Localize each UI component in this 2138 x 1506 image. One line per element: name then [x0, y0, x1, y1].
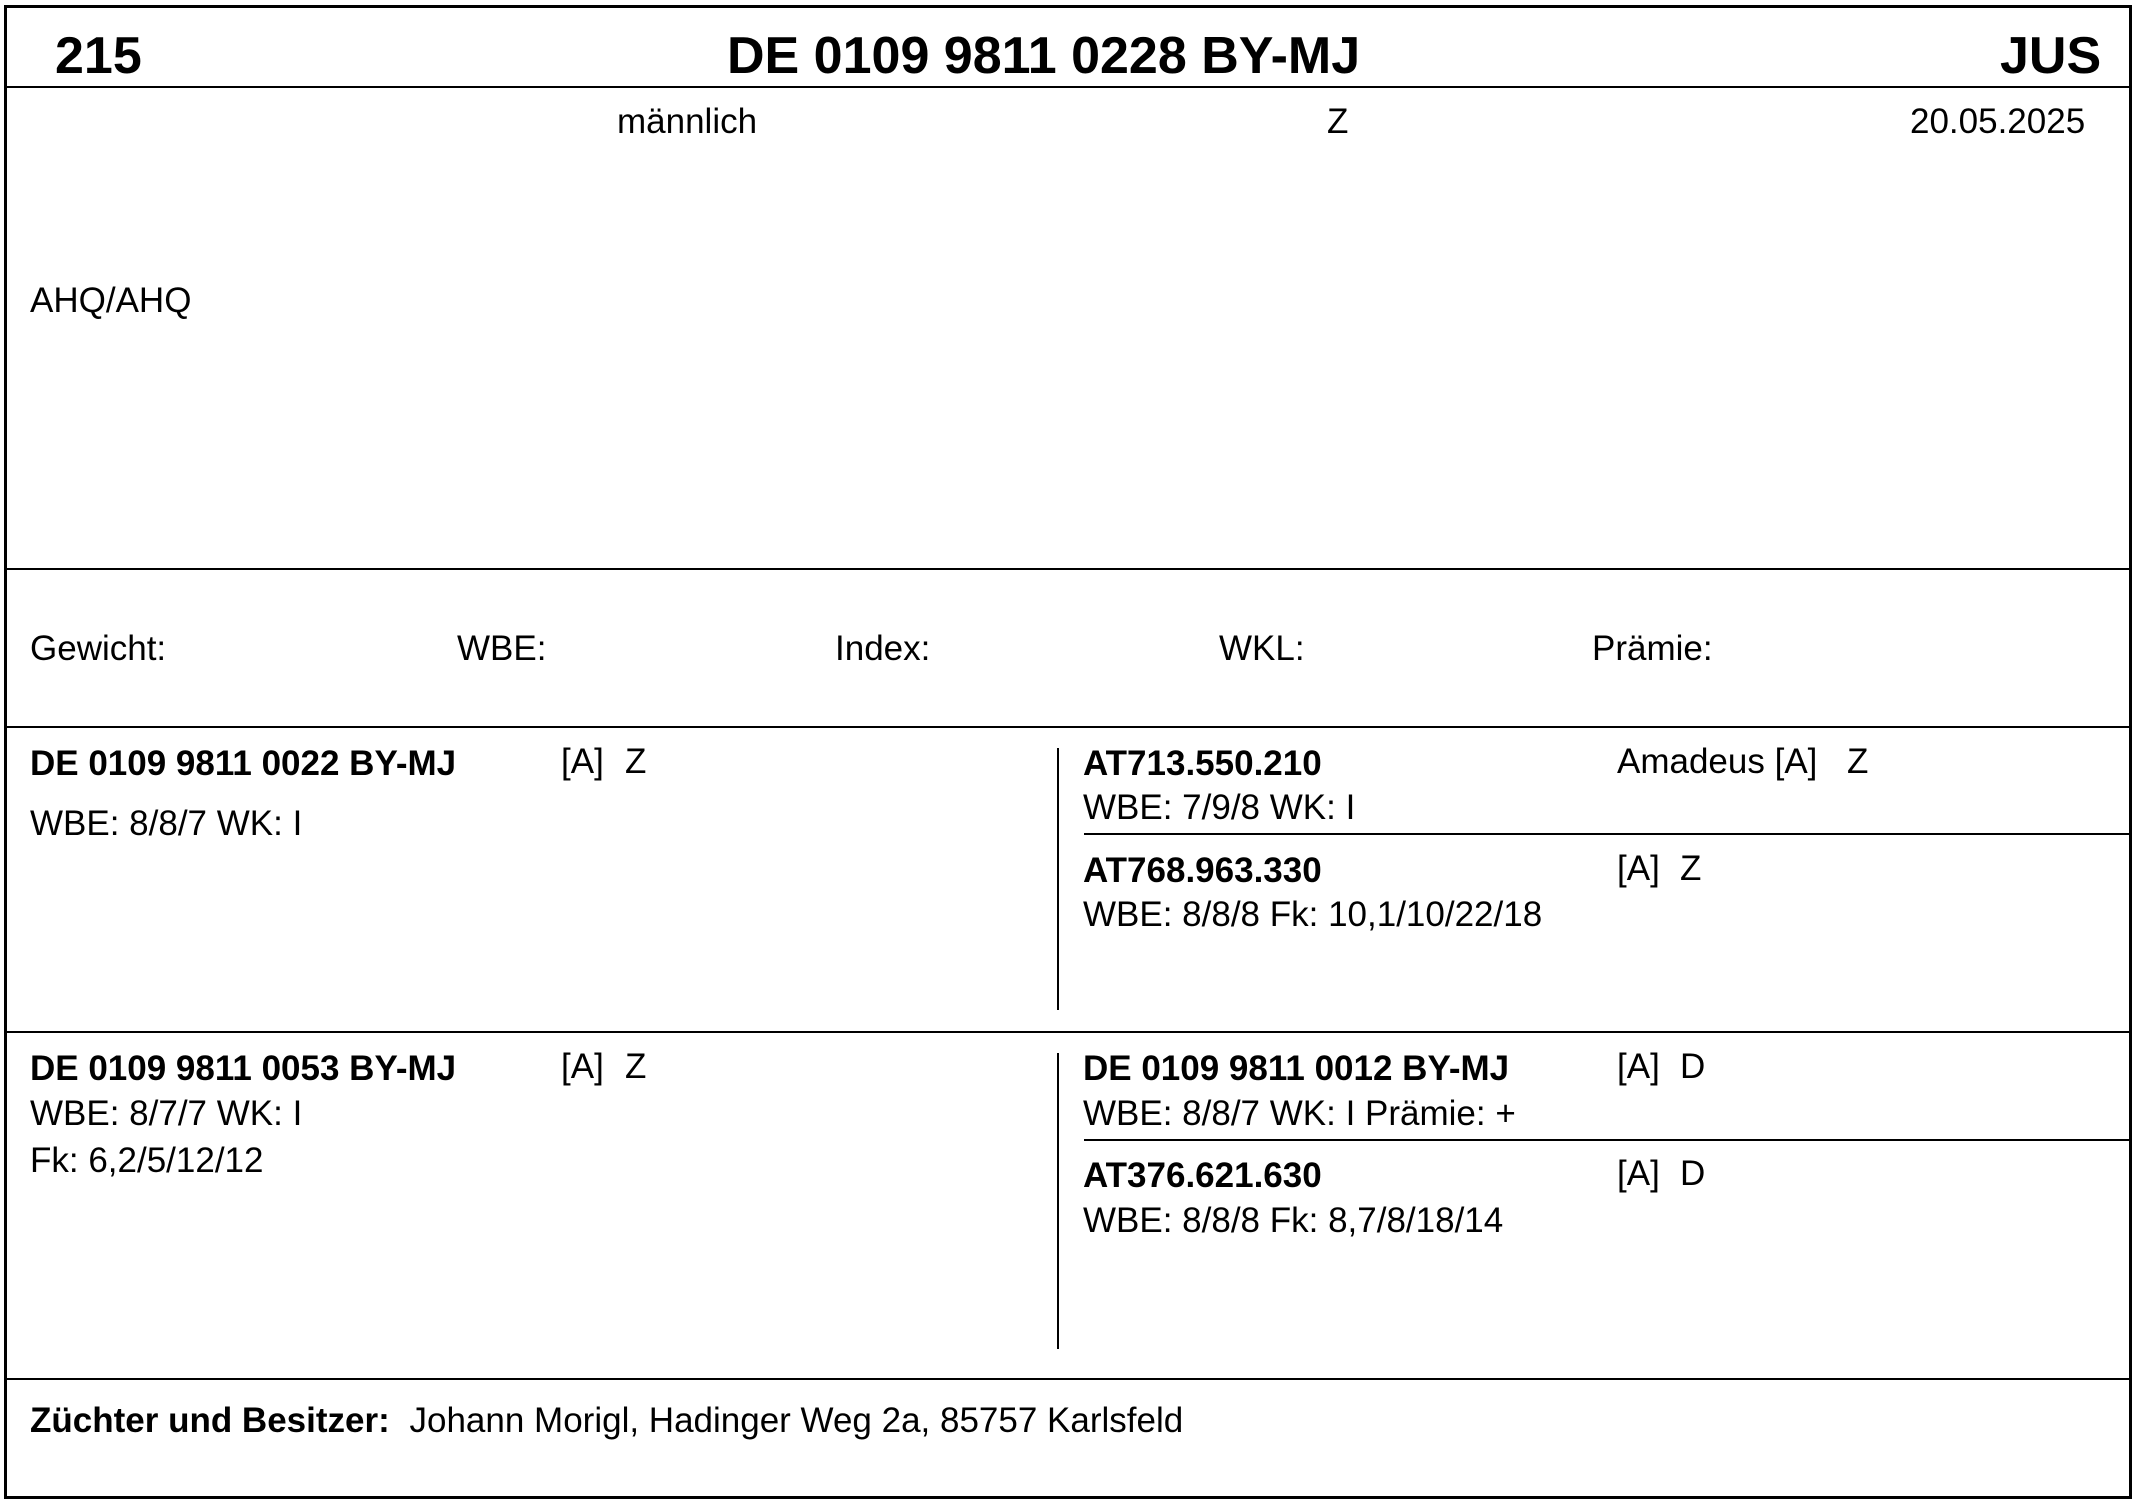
- sire-status: Z: [625, 742, 647, 781]
- genotype-label: AHQ/AHQ: [30, 281, 192, 320]
- sire-id: DE 0109 9811 0022 BY-MJ: [30, 744, 457, 783]
- sire-tag: [A]: [561, 742, 604, 781]
- sex-label: männlich: [617, 102, 758, 141]
- sire-sire-name: Amadeus [A]: [1617, 742, 1818, 781]
- sire-dam-status: Z: [1680, 849, 1702, 888]
- breeder-value: Johann Morigl, Hadinger Weg 2a, 85757 Karlsfeld: [409, 1401, 1184, 1440]
- dam-performance: WBE: 8/7/7 WK: I: [30, 1094, 303, 1133]
- sire-sire-performance: WBE: 7/9/8 WK: I: [1083, 788, 1356, 827]
- divider: [1084, 833, 2129, 835]
- breeder-row: [30, 1403, 1183, 1438]
- sire-performance: WBE: 8/8/7 WK: I: [30, 804, 303, 843]
- divider: [7, 1031, 2129, 1033]
- index-label: Index:: [835, 629, 931, 668]
- weight-label: Gewicht:: [30, 629, 167, 668]
- dam-sire-id: DE 0109 9811 0012 BY-MJ: [1083, 1049, 1510, 1088]
- breeder-label: Züchter und Besitzer:: [30, 1401, 390, 1440]
- sire-sire-id: AT713.550.210: [1083, 744, 1322, 783]
- dam-status: Z: [625, 1047, 647, 1086]
- sire-dam-id: AT768.963.330: [1083, 851, 1322, 890]
- status-label: Z: [1327, 102, 1349, 141]
- divider: [7, 1378, 2129, 1380]
- dam-sire-status: D: [1680, 1047, 1706, 1086]
- dam-fertility: Fk: 6,2/5/12/12: [30, 1141, 264, 1180]
- dam-dam-tag: [A]: [1617, 1154, 1660, 1193]
- wkl-label: WKL:: [1219, 629, 1305, 668]
- sire-dam-performance: WBE: 8/8/8 Fk: 10,1/10/22/18: [1083, 895, 1543, 934]
- breed-code: JUS: [2000, 27, 2102, 85]
- dam-dam-status: D: [1680, 1154, 1706, 1193]
- catalog-number: 215: [55, 27, 142, 85]
- praemie-label: Prämie:: [1592, 629, 1713, 668]
- dam-sire-performance: WBE: 8/8/7 WK: I Prämie: +: [1083, 1094, 1516, 1133]
- divider: [7, 568, 2129, 570]
- dam-sire-tag: [A]: [1617, 1047, 1660, 1086]
- ear-tag-title: DE 0109 9811 0228 BY-MJ: [727, 27, 1361, 85]
- pedigree-card: [4, 5, 2132, 1499]
- divider: [7, 86, 2129, 88]
- sire-sire-status: Z: [1847, 742, 1869, 781]
- column-divider: [1057, 1053, 1059, 1349]
- divider: [1084, 1139, 2129, 1141]
- dam-id: DE 0109 9811 0053 BY-MJ: [30, 1049, 457, 1088]
- dam-dam-performance: WBE: 8/8/8 Fk: 8,7/8/18/14: [1083, 1201, 1504, 1240]
- column-divider: [1057, 748, 1059, 1010]
- divider: [7, 726, 2129, 728]
- dam-dam-id: AT376.621.630: [1083, 1156, 1322, 1195]
- date-label: 20.05.2025: [1910, 102, 2086, 141]
- wbe-label: WBE:: [457, 629, 547, 668]
- sire-dam-tag: [A]: [1617, 849, 1660, 888]
- dam-tag: [A]: [561, 1047, 604, 1086]
